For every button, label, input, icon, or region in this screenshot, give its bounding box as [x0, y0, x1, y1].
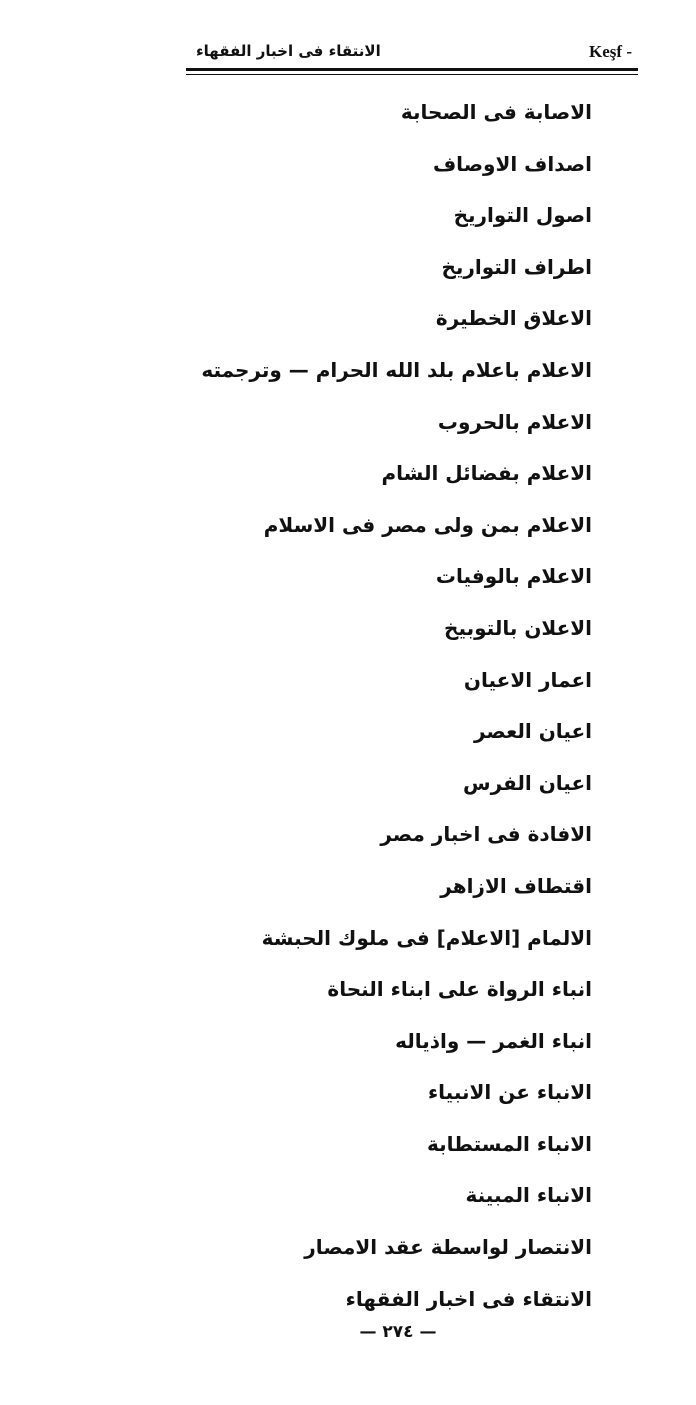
running-header-title: الانتقاء فى اخبار الفقهاء — [196, 42, 381, 60]
list-item: الانباء عن الانبياء — [427, 1080, 592, 1105]
list-item: الانتقاء فى اخبار الفقهاء — [345, 1286, 592, 1311]
list-item: اعيان الفرس — [462, 770, 592, 795]
list-item: الافادة فى اخبار مصر — [380, 822, 592, 847]
list-item: الاعلاق الخطيرة — [435, 306, 592, 331]
list-item: الاعلان بالتوبيخ — [444, 615, 592, 640]
running-header-keyword: Keşf - — [589, 42, 632, 61]
list-item: الاعلام بالحروب — [437, 409, 592, 434]
list-item: اصداف الاوصاف — [432, 151, 592, 176]
title-list — [201, 92, 592, 1330]
list-item: الاعلام بمن ولى مصر فى الاسلام — [263, 512, 592, 537]
page-number: — ٢٧٤ — — [359, 1322, 437, 1342]
list-item: الالمام [الاعلام] فى ملوك الحبشة — [261, 925, 592, 950]
list-item: انباء الرواة على ابناء النحاة — [327, 977, 592, 1002]
list-item: الاعلام باعلام بلد الله الحرام — وترجمته — [201, 357, 592, 382]
list-item: اعيان العصر — [473, 719, 592, 744]
list-item: اصول التواريخ — [453, 203, 592, 228]
list-item: الاعلام بفضائل الشام — [381, 461, 592, 486]
list-item: اقتطاف الازاهر — [440, 873, 592, 898]
list-item: اعمار الاعيان — [463, 667, 592, 692]
header-rule-thin — [186, 74, 638, 75]
list-item: الاصابة فى الصحابة — [400, 100, 592, 124]
running-header — [186, 38, 638, 66]
list-item: الانتصار لواسطة عقد الامصار — [304, 1235, 592, 1260]
list-item: انباء الغمر — واذياله — [395, 1028, 592, 1053]
list-item: الانباء المبينة — [465, 1183, 592, 1208]
list-item: الاعلام بالوفيات — [435, 564, 592, 589]
list-item: اطراف التواريخ — [441, 254, 592, 279]
header-rule-thick — [186, 68, 638, 71]
list-item: الانباء المستطابة — [426, 1131, 592, 1156]
